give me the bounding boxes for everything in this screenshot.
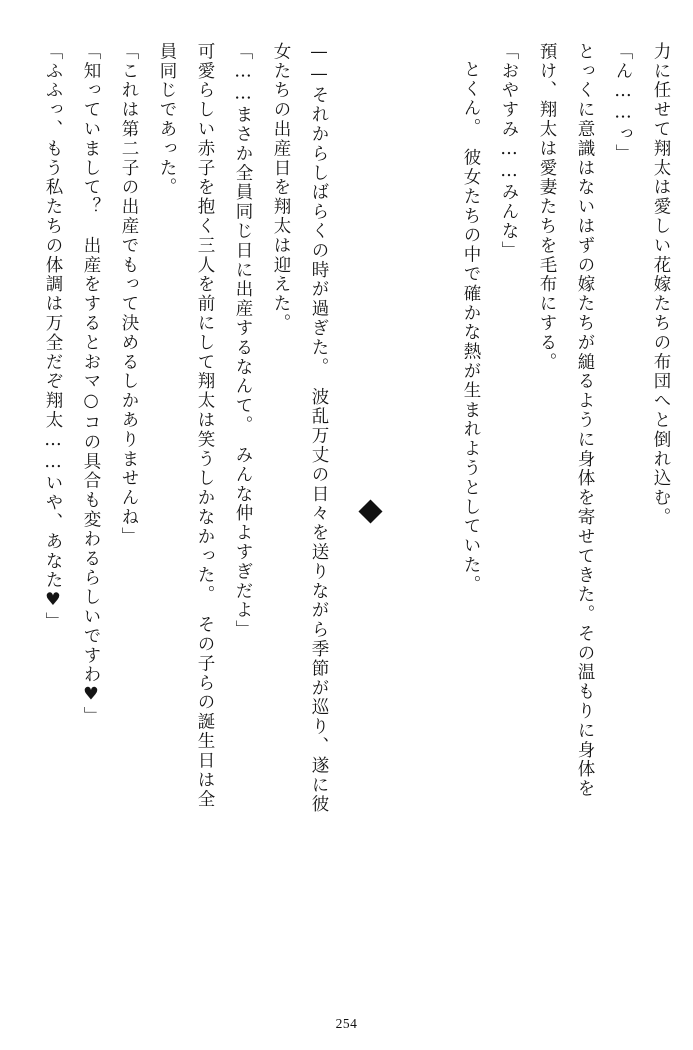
text-column: 「ん……っ」 bbox=[613, 42, 633, 164]
text-column: 可愛らしい赤子を抱く三人を前にして翔太は笑うしかなかった。 その子らの誕生日は全 bbox=[195, 42, 215, 810]
page-number: 254 bbox=[335, 1016, 358, 1031]
text-column: 力に任せて翔太は愛しい花嫁たちの布団へと倒れ込む。 bbox=[651, 42, 671, 527]
text-column: 「……まさか全員同じ日に出産するなんて。 みんな仲よすぎだよ」 bbox=[233, 42, 253, 640]
text-column: 「知っていまして？ 出産をするとおマ○コの具合も変わるらしいですわ♥」 bbox=[81, 42, 101, 726]
text-column: とっくに意識はないはずの嫁たちが縋るように身体を寄せてきた。その温もりに身体を bbox=[575, 42, 595, 799]
text-column: ——それからしばらくの時が過ぎた。 波乱万丈の日々を送りながら季節が巡り、遂に彼 bbox=[309, 42, 329, 815]
text-column-spacer bbox=[403, 42, 441, 992]
text-column: 女たちの出産日を翔太は迎えた。 bbox=[271, 42, 291, 333]
text-column: とくん。 彼女たちの中で確かな熱が生まれようとしていた。 bbox=[461, 60, 481, 595]
text-column: 預け、翔太は愛妻たちを毛布にする。 bbox=[537, 42, 557, 372]
text-column: 「おやすみ……みんな」 bbox=[499, 42, 519, 261]
text-column: 「これは第二子の出産でもって決めるしかありませんね」 bbox=[119, 42, 139, 547]
text-column-spacer bbox=[327, 42, 365, 992]
text-column: 「ふふっ、もう私たちの体調は万全だぞ翔太……いや、あなた♥」 bbox=[43, 42, 63, 632]
text-column: 員同じであった。 bbox=[157, 42, 177, 198]
vertical-text-body bbox=[24, 42, 669, 992]
